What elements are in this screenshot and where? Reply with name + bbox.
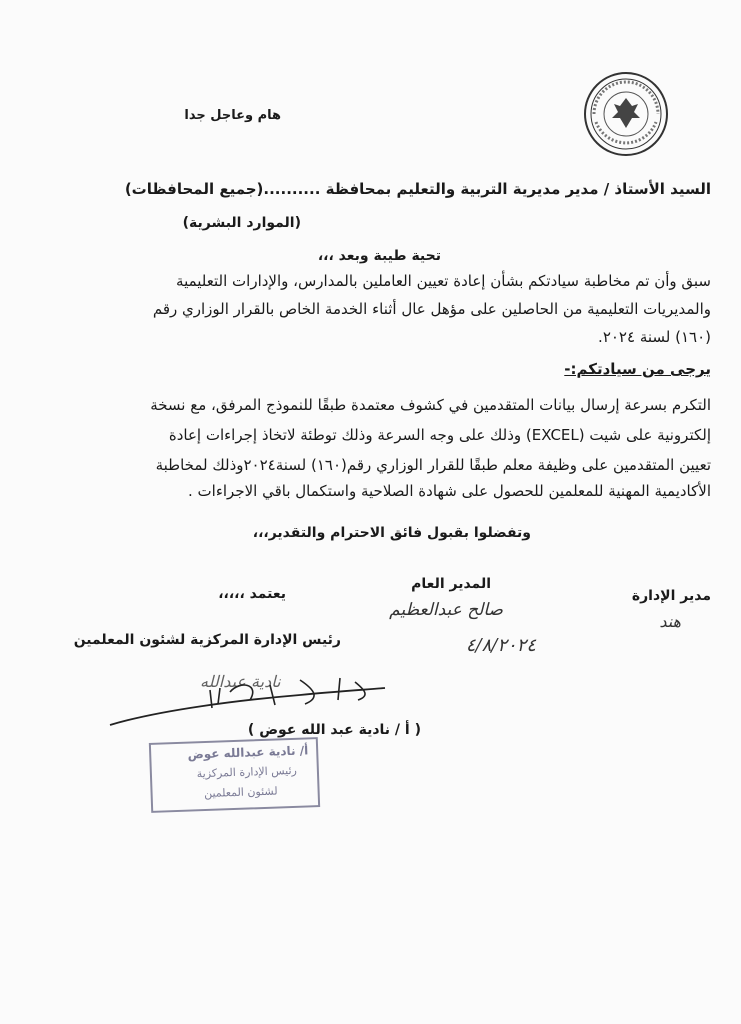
signatory-handwritten: نادية عبدالله	[200, 672, 281, 691]
body-line-3: (١٦٠) لسنة ٢٠٢٤.	[598, 328, 711, 346]
general-manager-signature: صالح عبدالعظيم	[389, 600, 503, 620]
approval-title: رئيس الإدارة المركزية لشئون المعلمين	[73, 632, 341, 648]
general-manager-title: المدير العام	[411, 576, 491, 592]
urgent-label: هام وعاجل جدا	[184, 108, 281, 123]
ministry-seal-icon	[582, 70, 670, 158]
body-line-2: والمديريات التعليمية من الحاصلين على مؤهل عال أثناء الخدمة الخاص بالقرار الوزاري رقم	[152, 300, 711, 318]
greeting-line: تحية طيبة وبعد ،،،	[317, 248, 441, 264]
request-line-4: الأكاديمية المهنية للمعلمين للحصول على شهادة الصلاحية واستكمال باقي الاجراءات .	[188, 482, 711, 500]
request-line-1: التكرم بسرعة إرسال بيانات المتقدمين في كشوف معتمدة طبقًا للنموذج المرفق، مع نسخة	[150, 396, 711, 414]
stamp-line-3: لشئون المعلمين	[203, 784, 278, 801]
approval-label: يعتمد ،،،،،	[218, 586, 286, 602]
admin-manager-title: مدير الإدارة	[631, 588, 711, 604]
official-stamp	[149, 737, 320, 813]
department-line: (الموارد البشرية)	[182, 215, 301, 231]
general-manager-date: ٤/٨/٢٠٢٤	[465, 635, 536, 656]
addressee-line: السيد الأستاذ / مدير مديرية التربية والتعليم بمحافظة ..........(جميع المحافظات)	[124, 180, 711, 198]
stamp-line-1: أ/ نادية عبدالله عوض	[187, 743, 309, 762]
request-heading: يرجى من سيادتكم:-	[564, 360, 711, 378]
admin-manager-signature: هند	[659, 612, 681, 631]
request-line-3: تعيين المتقدمين على وظيفة معلم طبقًا للقرار الوزاري رقم(١٦٠) لسنة٢٠٢٤وذلك لمخاطبة	[155, 456, 711, 474]
request-line-2: إلكترونية على شيت (EXCEL) وذلك على وجه السرعة وذلك توطئة لاتخاذ إجراءات إعادة	[168, 426, 711, 444]
stamp-line-2: رئيس الإدارة المركزية	[196, 763, 298, 781]
body-line-1: سبق وأن تم مخاطبة سيادتكم بشأن إعادة تعيين العاملين بالمدارس، والإدارات التعليمية	[176, 272, 711, 290]
closing-line: وتفضلوا بقبول فائق الاحترام والتقدير،،،	[252, 525, 531, 541]
signatory-name: ( أ / نادية عبد الله عوض )	[247, 722, 421, 738]
